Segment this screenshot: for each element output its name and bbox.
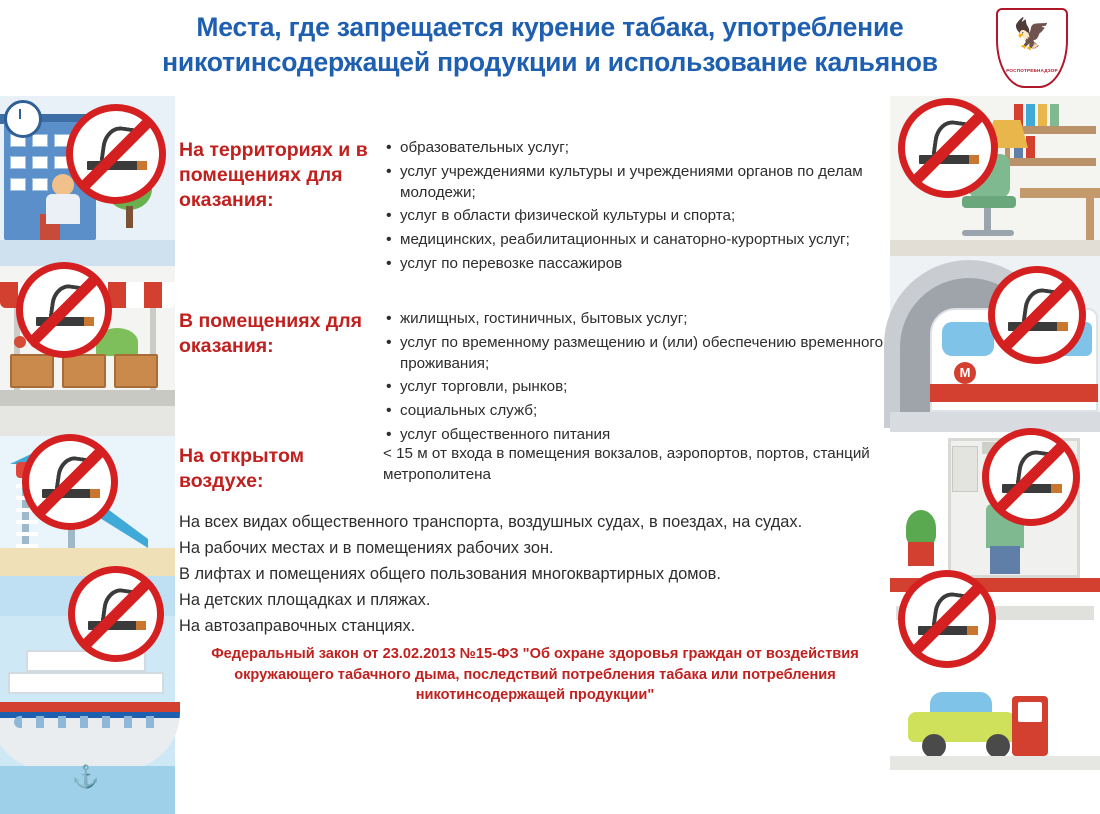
section-premises [175, 309, 890, 449]
section-outdoors [175, 444, 890, 494]
car-wheel [986, 734, 1010, 758]
section-heading: На территориях и в помещениях для оказания: [179, 139, 368, 211]
section-heading: На открытом воздухе: [179, 445, 305, 492]
rospotrebnadzor-emblem [986, 6, 1078, 110]
list-item: В лифтах и помещениях общего пользования многоквартирных домов. [179, 564, 721, 583]
ship-portholes [14, 716, 164, 728]
produce-crate [114, 354, 158, 388]
list-item: • услуг учреждениями культуры и учреждениями органов по делам молодежи; [400, 162, 890, 204]
book [1038, 104, 1047, 126]
list-item: На всех видах общественного транспорта, воздушных судах, в поездах, на судах. [179, 513, 803, 531]
bullet-list [383, 138, 890, 275]
window [32, 134, 48, 147]
no-smoking-sign [988, 266, 1086, 364]
section-text: < 15 м от входа в помещения вокзалов, аэропортов, портов, станций метрополитена [383, 445, 870, 483]
plant-pot [908, 542, 934, 566]
no-smoking-sign [982, 428, 1080, 526]
chair-base [962, 230, 1014, 236]
child-body [46, 194, 80, 224]
clock-icon [4, 100, 42, 138]
list-item: • услуг по временному размещению и (или) обеспечению временного проживания; [400, 333, 890, 375]
no-smoking-sign [68, 566, 164, 662]
sandbox [0, 548, 175, 576]
list-item: На автозаправочных станциях. [179, 616, 416, 635]
station-ground [890, 756, 1100, 770]
list-item: • медицинских, реабилитационных и санаторно-курортных услуг; [400, 230, 890, 251]
section-body [383, 444, 890, 494]
child-head [52, 174, 74, 196]
person-legs [990, 546, 1020, 574]
list-item: • образовательных услуг; [400, 138, 890, 159]
section-body [383, 138, 890, 278]
content-area [175, 132, 890, 718]
desk-leg [1086, 198, 1094, 240]
section-heading: В помещениях для оказания: [179, 310, 363, 357]
anchor-icon: ⚓ [72, 764, 100, 789]
ground [0, 240, 175, 266]
section-body [383, 309, 890, 449]
bullet-list [383, 309, 890, 446]
ship-deck [8, 672, 164, 694]
train-window [942, 322, 994, 356]
tree-trunk [126, 206, 133, 228]
market-counter [0, 390, 175, 406]
produce-crate [10, 354, 54, 388]
metro-logo-icon: М [954, 362, 976, 384]
double-headed-eagle-icon: 🦅 [1013, 18, 1051, 51]
book [1026, 104, 1035, 126]
chair-seat [962, 196, 1016, 208]
list-item: • услуг торговли, рынков; [400, 377, 890, 398]
fuel-pump-display [1018, 702, 1042, 722]
window [32, 156, 48, 169]
produce-crate [62, 354, 106, 388]
list-item: • жилищных, гостиничных, бытовых услуг; [400, 309, 890, 330]
bookshelf [1008, 158, 1096, 166]
window [32, 178, 48, 191]
train-stripe [930, 384, 1098, 402]
book [1050, 104, 1059, 126]
no-smoking-sign [22, 434, 118, 530]
car-wheel [922, 734, 946, 758]
law-reference-note: Федеральный закон от 23.02.2013 №15-ФЗ "Об охране здоровья граждан от воздействия окружающего табачного дыма, последствий потребления табака или потребления никотинсодержащей продукции" [211, 646, 859, 704]
emblem-caption: РОСПОТРЕБНАДЗОР [1006, 68, 1058, 73]
no-smoking-sign [16, 262, 112, 358]
list-item: На рабочих местах и в помещениях рабочих зон. [179, 538, 554, 557]
list-item: • социальных служб; [400, 401, 890, 422]
no-smoking-sign [66, 104, 166, 204]
elevator-button-panel [952, 446, 978, 492]
plant-icon [906, 510, 936, 546]
window [10, 178, 26, 191]
list-item: На детских площадках и пляжах. [179, 590, 431, 609]
desk [1020, 188, 1100, 198]
chair-stem [984, 208, 991, 232]
list-item: • услуг в области физической культуры и спорта; [400, 206, 890, 227]
list-item: • услуг общественного питания [400, 425, 890, 446]
window [10, 156, 26, 169]
page-title: Места, где запрещается курение табака, употребление никотинсодержащей продукции и использование кальянов [162, 12, 938, 78]
platform [890, 412, 1100, 432]
office-floor [890, 240, 1100, 256]
market-floor [0, 406, 175, 436]
section-territories [175, 138, 890, 278]
list-item: • услуг по перевозке пассажиров [400, 254, 890, 275]
no-smoking-sign [898, 98, 998, 198]
ship-stripe [0, 702, 180, 712]
general-prohibitions-list [179, 510, 879, 640]
no-smoking-sign [898, 570, 996, 668]
